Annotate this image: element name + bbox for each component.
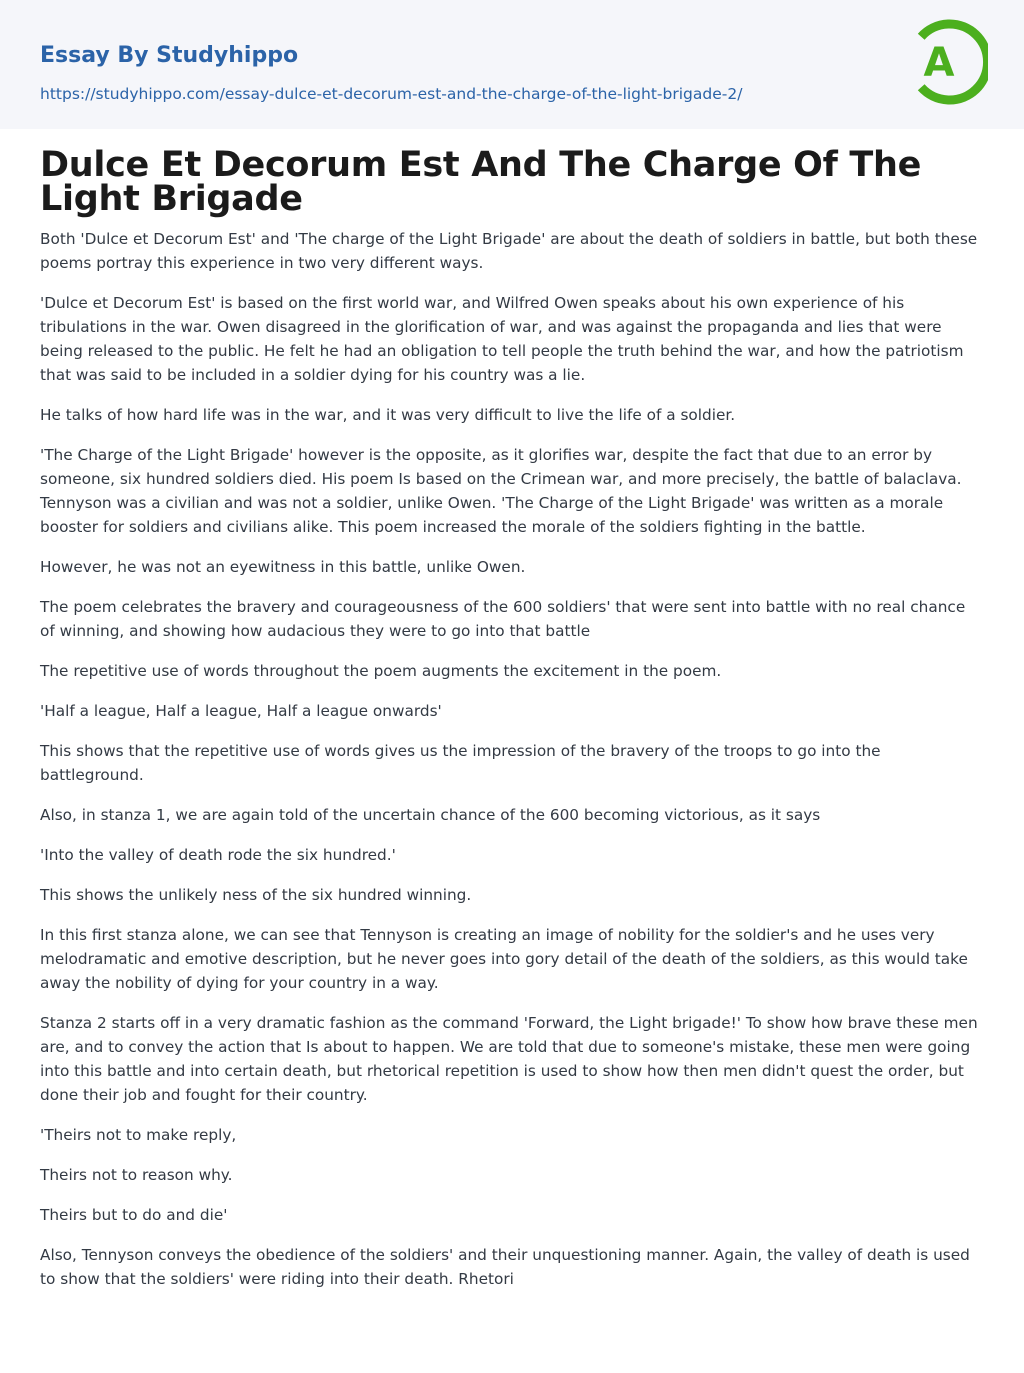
article	[40, 145, 984, 1307]
site-header	[0, 0, 1024, 129]
article-title: Dulce Et Decorum Est And The Charge Of The Light Brigade	[40, 145, 922, 219]
paragraph: Also, Tennyson conveys the obedience of the soldiers' and their unquestioning manner. Again, the valley of death is used to show that the soldiers' were riding into their death. Rhetori	[40, 1246, 970, 1288]
quote-line: 'Into the valley of death rode the six hundred.'	[40, 846, 396, 864]
paragraph: Stanza 2 starts off in a very dramatic fashion as the command 'Forward, the Light brigade!' To show how brave these men are, and to convey the action that Is about to happen. We are told that due to someone's mistake, these men were going into this battle and into certain death, but rhetorical repetition is used to show how then men didn't quest the order, but done their job and fought for their country.	[40, 1014, 978, 1104]
brand-title[interactable]: Essay By Studyhippo	[40, 43, 299, 68]
article-body	[40, 227, 984, 1291]
quote-line: 'Half a league, Half a league, Half a league onwards'	[40, 702, 442, 720]
paragraph: He talks of how hard life was in the war, and it was very difficult to live the life of a soldier.	[40, 406, 736, 424]
quote-line: 'Theirs not to make reply,	[40, 1126, 237, 1144]
paragraph: The poem celebrates the bravery and courageousness of the 600 soldiers' that were sent into battle with no real chance of winning, and showing how audacious they were to go into that battle	[40, 598, 966, 640]
studyhippo-logo-icon[interactable]	[912, 19, 988, 105]
paragraph: Also, in stanza 1, we are again told of the uncertain chance of the 600 becoming victorious, as it says	[40, 806, 821, 824]
paragraph: This shows that the repetitive use of words gives us the impression of the bravery of the troops to go into the battleground.	[40, 742, 881, 784]
paragraph: The repetitive use of words throughout the poem augments the excitement in the poem.	[40, 662, 722, 680]
logo-letter: A	[923, 40, 955, 86]
paragraph: 'Dulce et Decorum Est' is based on the first world war, and Wilfred Owen speaks about his own experience of his tribulations in the war. Owen disagreed in the glorification of war, and was against the propaganda and lies that were being released to the public. He felt he had an obligation to tell people the truth behind the war, and how the patriotism that was said to be included in a soldier dying for his country was a lie.	[40, 294, 964, 384]
paragraph: Both 'Dulce et Decorum Est' and 'The charge of the Light Brigade' are about the death of soldiers in battle, but both these poems portray this experience in two very different ways.	[40, 230, 978, 272]
source-url-link[interactable]: https://studyhippo.com/essay-dulce-et-decorum-est-and-the-charge-of-the-light-brigade-2/	[40, 85, 743, 103]
paragraph: In this first stanza alone, we can see that Tennyson is creating an image of nobility for the soldier's and he uses very melodramatic and emotive description, but he never goes into gory detail of the death of the soldiers, as this would take away the nobility of dying for your country in a way.	[40, 926, 968, 992]
paragraph: This shows the unlikely ness of the six hundred winning.	[40, 886, 472, 904]
quote-line: Theirs not to reason why.	[40, 1166, 233, 1184]
quote-line: Theirs but to do and die'	[40, 1206, 228, 1224]
paragraph: 'The Charge of the Light Brigade' however is the opposite, as it glorifies war, despite the fact that due to an error by someone, six hundred soldiers died. His poem Is based on the Crimean war, and more precisely, the battle of balaclava. Tennyson was a civilian and was not a soldier, unlike Owen. 'The Charge of the Light Brigade' was written as a morale booster for soldiers and civilians alike. This poem increased the morale of the soldiers fighting in the battle.	[40, 446, 962, 536]
paragraph: However, he was not an eyewitness in this battle, unlike Owen.	[40, 558, 526, 576]
